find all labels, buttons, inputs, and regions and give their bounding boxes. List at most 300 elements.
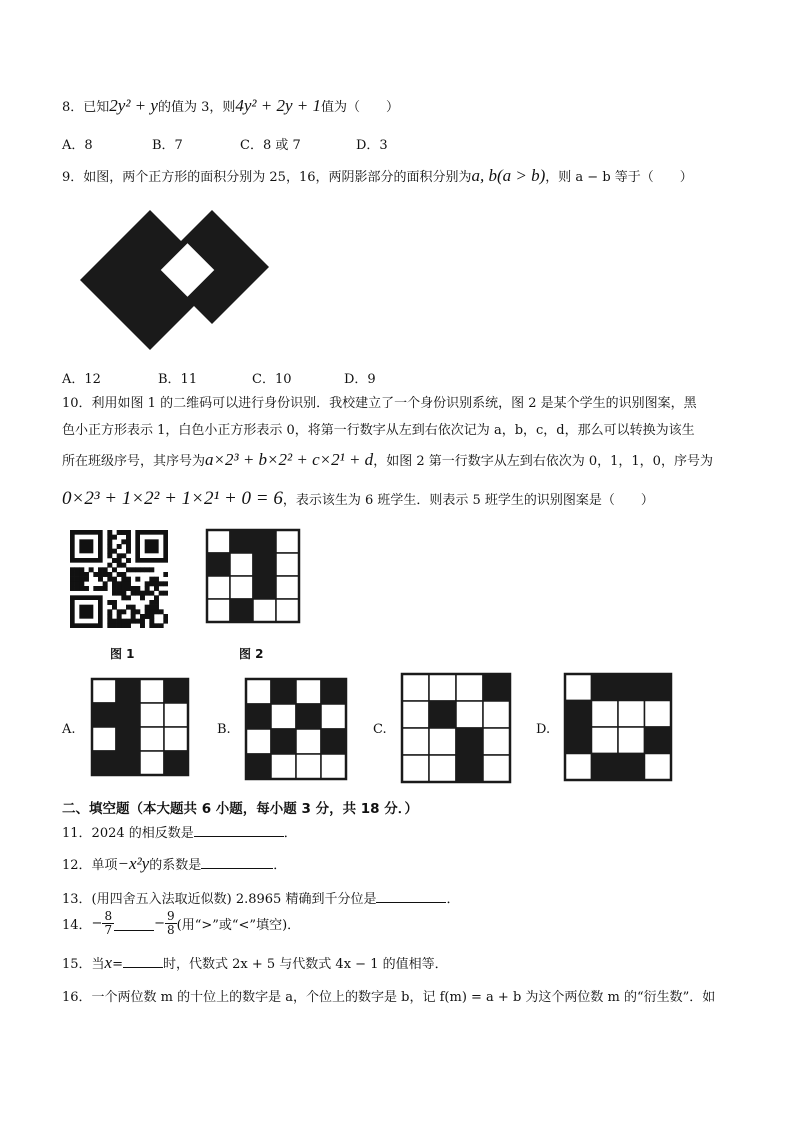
qr-module: [70, 577, 75, 582]
qr-module: [135, 591, 140, 596]
q13-answer-blank[interactable]: [376, 889, 446, 903]
grid-cell-black: [246, 704, 271, 729]
grid-cell-black: [645, 727, 672, 754]
grid-cell-white: [246, 679, 271, 704]
q8-middle: 的值为 3，则: [157, 100, 236, 115]
qr-module: [98, 567, 103, 572]
q14-answer-blank[interactable]: [114, 917, 154, 931]
qr-module: [107, 553, 112, 558]
qr-module: [131, 591, 136, 596]
grid-cell-black: [116, 679, 140, 703]
qr-module: [131, 605, 136, 610]
qr-module: [126, 549, 131, 554]
q14-stem: 14．− $\frac{8}{7}$ − $\frac{9}{8}$ (用“>”或“<”填空)．: [62, 909, 301, 937]
qr-module: [140, 595, 145, 600]
grid-cell-white: [618, 701, 645, 728]
qr-module: [70, 581, 75, 586]
qr-module: [107, 600, 112, 605]
qr-module: [126, 581, 131, 586]
qr-module: [112, 549, 117, 554]
qr-module: [140, 567, 145, 572]
grid-cell-white: [276, 599, 299, 622]
qr-module: [154, 605, 159, 610]
qr-module: [117, 586, 122, 591]
q10-line4: [62, 488, 654, 510]
grid-cell-white: [429, 755, 456, 782]
qr-module: [159, 623, 164, 628]
grid-cell-white: [296, 754, 321, 779]
qr-module: [121, 530, 126, 535]
grid-cell-black: [253, 530, 276, 553]
qr-module: [126, 544, 131, 549]
grid-cell-white: [321, 704, 346, 729]
grid-cell-black: [271, 679, 296, 704]
qr-module: [145, 591, 150, 596]
qr-module: [145, 586, 150, 591]
qr-module: [112, 581, 117, 586]
grid-cell-white: [140, 679, 164, 703]
qr-module: [117, 609, 122, 614]
qr-module: [107, 572, 112, 577]
grid-cell-black: [645, 674, 672, 701]
q13-end: ．: [446, 892, 460, 907]
grid-cell-black: [230, 599, 253, 622]
grid-cell-white: [483, 701, 510, 728]
q14-denominator-1: 7: [104, 923, 113, 937]
qr-module: [112, 567, 117, 572]
grid-cell-white: [618, 727, 645, 754]
q10-option-b-grid: [244, 677, 348, 783]
q9-squares-figure: [75, 205, 280, 355]
qr-module: [107, 549, 112, 554]
qr-module: [121, 591, 126, 596]
fig2-grid: [205, 528, 301, 624]
grid-cell-white: [207, 530, 230, 553]
qr-module: [135, 619, 140, 624]
grid-cell-white: [92, 679, 116, 703]
grid-cell-white: [429, 674, 456, 701]
qr-module: [70, 586, 75, 591]
grid-cell-black: [565, 727, 592, 754]
qr-module: [131, 619, 136, 624]
q14-denominator-2: 8: [167, 923, 175, 937]
q11-text: 11．2024 的相反数是: [62, 826, 194, 841]
q13-stem: [62, 888, 459, 907]
q10-line1: 10．利用如图 1 的二维码可以进行身份识别．我校建立了一个身份识别系统，图 2 是某个学生的识别图案，黑: [62, 396, 697, 411]
grid-cell-white: [402, 701, 429, 728]
q10-formula1: a×2³ + b×2² + c×2¹ + d: [205, 450, 374, 469]
q10-formula2: 0×2³ + 1×2² + 1×2¹ + 0 = 6: [62, 488, 283, 509]
grid-cell-white: [207, 576, 230, 599]
qr-module: [84, 586, 89, 591]
qr-module: [154, 586, 159, 591]
grid-cell-black: [246, 754, 271, 779]
q14-suffix: (用“>”或“<”填空)．: [176, 918, 301, 933]
qr-module: [126, 567, 131, 572]
q14-fraction-1: [102, 910, 114, 937]
qr-module: [121, 553, 126, 558]
qr-module: [131, 567, 136, 572]
grid-cell-white: [565, 674, 592, 701]
q10-option-a-grid: [90, 677, 192, 781]
qr-module: [112, 619, 117, 624]
grid-cell-black: [253, 553, 276, 576]
grid-cell-white: [402, 728, 429, 755]
grid-cell-black: [253, 576, 276, 599]
qr-module: [117, 591, 122, 596]
qr-module: [79, 577, 84, 582]
qr-module: [145, 567, 150, 572]
grid-cell-white: [276, 530, 299, 553]
grid-cell-white: [276, 576, 299, 599]
q16-stem: 16．一个两位数 m 的十位上的数字是 a，个位上的数字是 b，记 f(m) = a + b 为这个两位数 m 的“衍生数”．如: [62, 990, 716, 1005]
qr-module: [149, 609, 154, 614]
qr-module: [121, 572, 126, 577]
qr-module: [117, 544, 122, 549]
qr-module: [112, 591, 117, 596]
qr-module: [79, 572, 84, 577]
q10-option-c-label: C.: [373, 722, 387, 737]
grid-cell-white: [253, 599, 276, 622]
qr-module: [154, 623, 159, 628]
grid-cell-white: [164, 703, 188, 727]
qr-module: [107, 563, 112, 568]
qr-module: [154, 595, 159, 600]
qr-module: [154, 609, 159, 614]
qr-module: [131, 609, 136, 614]
qr-module: [149, 619, 154, 624]
qr-module: [163, 581, 168, 586]
grid-cell-white: [483, 755, 510, 782]
grid-cell-white: [645, 754, 672, 781]
qr-module: [89, 567, 94, 572]
qr-module: [140, 623, 145, 628]
grid-cell-white: [645, 701, 672, 728]
q15-answer-blank[interactable]: [123, 954, 163, 968]
qr-module: [112, 605, 117, 610]
grid-cell-white: [140, 703, 164, 727]
q8-option-a: A．8: [62, 138, 93, 153]
grid-cell-white: [456, 674, 483, 701]
qr-code-figure: [70, 530, 168, 628]
grid-cell-white: [140, 727, 164, 751]
qr-module: [75, 572, 80, 577]
qr-module: [163, 591, 168, 596]
grid-cell-white: [402, 674, 429, 701]
qr-module: [84, 572, 89, 577]
qr-module: [84, 577, 89, 582]
qr-module: [149, 605, 154, 610]
grid-cell-white: [276, 553, 299, 576]
fig2-caption: 图 2: [239, 647, 264, 661]
qr-module: [121, 586, 126, 591]
qr-module: [107, 544, 112, 549]
grid-cell-black: [456, 728, 483, 755]
q8-option-b: B．7: [152, 138, 183, 153]
grid-cell-white: [92, 727, 116, 751]
qr-module: [126, 605, 131, 610]
qr-module: [121, 563, 126, 568]
grid-cell-black: [429, 701, 456, 728]
q11-end: ．: [283, 826, 297, 841]
grid-cell-white: [592, 701, 619, 728]
grid-cell-white: [140, 751, 164, 775]
qr-module: [135, 609, 140, 614]
qr-module: [103, 581, 108, 586]
grid-cell-white: [565, 754, 592, 781]
qr-module: [154, 577, 159, 582]
qr-module: [154, 600, 159, 605]
q9-option-a: A．12: [62, 372, 101, 387]
q9-vars: a, b(a > b): [471, 166, 546, 185]
qr-module: [117, 619, 122, 624]
qr-module: [107, 614, 112, 619]
q10-line4-text: ，表示该生为 6 班学生．则表示 5 班学生的识别图案是（ ）: [282, 493, 654, 508]
qr-module: [103, 572, 108, 577]
grid-cell-black: [483, 674, 510, 701]
qr-module: [117, 572, 122, 577]
grid-cell-black: [618, 754, 645, 781]
grid-cell-white: [296, 729, 321, 754]
q10-option-d-grid: [563, 672, 673, 784]
qr-module: [112, 535, 117, 540]
fig1-caption: 图 1: [110, 647, 135, 661]
qr-module: [121, 609, 126, 614]
q12-expr: −x²y: [117, 854, 150, 873]
qr-module: [117, 553, 122, 558]
grid-cell-black: [92, 703, 116, 727]
qr-finder-center: [79, 605, 93, 619]
qr-module: [117, 530, 122, 535]
grid-cell-white: [321, 754, 346, 779]
grid-cell-black: [230, 530, 253, 553]
q10-option-b-label: B.: [217, 722, 231, 737]
qr-module: [98, 586, 103, 591]
qr-module: [126, 558, 131, 563]
grid-cell-white: [271, 754, 296, 779]
qr-module: [126, 577, 131, 582]
q13-text: 13．(用四舍五入法取近似数) 2.8965 精确到千分位是: [62, 892, 377, 907]
qr-module: [112, 558, 117, 563]
q10-option-a-label: A.: [62, 722, 76, 737]
qr-module: [93, 586, 98, 591]
qr-module: [145, 614, 150, 619]
qr-module: [117, 558, 122, 563]
qr-module: [107, 577, 112, 582]
qr-module: [154, 581, 159, 586]
qr-module: [79, 586, 84, 591]
qr-module: [145, 609, 150, 614]
grid-cell-black: [92, 751, 116, 775]
qr-module: [93, 572, 98, 577]
qr-module: [126, 535, 131, 540]
grid-cell-black: [116, 727, 140, 751]
q9-tail: ，则 a − b 等于（ ）: [545, 170, 693, 185]
q10-option-c-grid: [400, 672, 512, 784]
q10-line3-a: 所在班级序号，其序号为: [62, 454, 206, 469]
qr-module: [149, 581, 154, 586]
qr-module: [131, 614, 136, 619]
q12-stem: [62, 854, 286, 874]
grid-cell-white: [483, 728, 510, 755]
qr-module: [163, 619, 168, 624]
q8-prefix: 8．已知: [62, 100, 110, 115]
qr-module: [70, 567, 75, 572]
qr-module: [98, 577, 103, 582]
grid-cell-black: [565, 701, 592, 728]
q9-option-c: C．10: [252, 372, 292, 387]
qr-finder-center: [79, 539, 93, 553]
q14-numerator-1: 8: [104, 909, 113, 923]
qr-module: [163, 572, 168, 577]
grid-cell-white: [230, 576, 253, 599]
qr-module: [107, 535, 112, 540]
grid-cell-white: [296, 679, 321, 704]
q14-numerator-2: 9: [167, 909, 175, 923]
qr-finder-center: [145, 539, 159, 553]
q10-line2: 色小正方形表示 1，白色小正方形表示 0，将第一行数字从左到右依次记为 a，b，c，d，那么可以转换为该生: [62, 423, 695, 438]
q14-prefix: 14．: [62, 918, 92, 933]
qr-module: [98, 572, 103, 577]
q9-option-d: D．9: [344, 372, 376, 387]
qr-module: [149, 623, 154, 628]
q15-suffix: 时，代数式 2x + 5 与代数式 4x − 1 的值相等．: [163, 957, 448, 972]
qr-module: [117, 614, 122, 619]
qr-module: [135, 567, 140, 572]
qr-module: [121, 577, 126, 582]
qr-module: [145, 581, 150, 586]
q15-var: x: [104, 953, 113, 972]
grid-cell-black: [271, 729, 296, 754]
qr-module: [140, 591, 145, 596]
grid-cell-black: [618, 674, 645, 701]
q8-expr2: 4y² + 2y + 1: [235, 96, 321, 115]
qr-module: [117, 581, 122, 586]
qr-module: [75, 581, 80, 586]
q10-option-d-label: D.: [536, 722, 551, 737]
qr-module: [75, 567, 80, 572]
qr-module: [107, 623, 112, 628]
grid-cell-black: [592, 674, 619, 701]
grid-cell-black: [456, 755, 483, 782]
grid-cell-white: [429, 728, 456, 755]
q10-line3-b: ，如图 2 第一行数字从左到右依次为 0，1，1，0，序号为: [373, 454, 713, 469]
q12-end: ．: [273, 858, 287, 873]
q12-suffix: 的系数是: [149, 858, 202, 873]
qr-module: [159, 609, 164, 614]
qr-module: [112, 577, 117, 582]
qr-module: [145, 605, 150, 610]
qr-module: [149, 567, 154, 572]
qr-module: [107, 619, 112, 624]
grid-cell-black: [116, 703, 140, 727]
qr-module: [159, 581, 164, 586]
qr-module: [75, 577, 80, 582]
qr-module: [107, 539, 112, 544]
qr-module: [126, 619, 131, 624]
grid-cell-black: [164, 751, 188, 775]
qr-module: [135, 577, 140, 582]
qr-module: [79, 567, 84, 572]
qr-module: [163, 614, 168, 619]
section2-heading: 二、填空题（本大题共 6 小题，每小题 3 分，共 18 分．）: [62, 801, 419, 817]
q15-prefix: 15．当: [62, 957, 105, 972]
qr-module: [107, 530, 112, 535]
qr-module: [112, 586, 117, 591]
qr-module: [126, 539, 131, 544]
qr-module: [149, 614, 154, 619]
q9-text: 9．如图，两个正方形的面积分别为 25，16，两阴影部分的面积分别为: [62, 170, 472, 185]
grid-cell-white: [402, 755, 429, 782]
grid-cell-white: [592, 727, 619, 754]
q8-stem: [62, 96, 399, 116]
qr-module: [126, 586, 131, 591]
q11-answer-blank[interactable]: [194, 823, 284, 837]
q15-eq: =: [112, 957, 123, 972]
qr-module: [121, 595, 126, 600]
grid-cell-white: [230, 553, 253, 576]
qr-module: [121, 623, 126, 628]
qr-module: [112, 623, 117, 628]
grid-cell-black: [321, 729, 346, 754]
q8-expr1: 2y² + y: [109, 96, 158, 115]
grid-cell-white: [164, 727, 188, 751]
qr-module: [149, 600, 154, 605]
q8-option-d: D．3: [356, 138, 388, 153]
qr-module: [107, 609, 112, 614]
qr-module: [159, 591, 164, 596]
grid-cell-black: [207, 553, 230, 576]
qr-module: [117, 623, 122, 628]
q12-answer-blank[interactable]: [201, 855, 273, 869]
qr-module: [70, 572, 75, 577]
qr-module: [79, 581, 84, 586]
qr-module: [126, 623, 131, 628]
qr-module: [126, 530, 131, 535]
qr-module: [121, 619, 126, 624]
q15-stem: [62, 953, 448, 973]
q8-suffix: 值为（ ）: [321, 100, 400, 115]
q9-stem: [62, 166, 693, 186]
grid-cell-white: [207, 599, 230, 622]
qr-module: [103, 586, 108, 591]
qr-module: [112, 600, 117, 605]
qr-module: [149, 591, 154, 596]
qr-module: [140, 619, 145, 624]
grid-cell-white: [246, 729, 271, 754]
grid-cell-black: [296, 704, 321, 729]
qr-module: [75, 586, 80, 591]
qr-module: [135, 586, 140, 591]
qr-module: [103, 567, 108, 572]
q11-stem: [62, 822, 297, 841]
grid-cell-black: [321, 679, 346, 704]
grid-cell-black: [116, 751, 140, 775]
qr-module: [131, 586, 136, 591]
grid-cell-white: [271, 704, 296, 729]
q14-fraction-2: [165, 910, 177, 937]
qr-module: [140, 614, 145, 619]
grid-cell-white: [456, 701, 483, 728]
q12-prefix: 12．单项: [62, 858, 118, 873]
q9-option-b: B．11: [158, 372, 198, 387]
qr-module: [149, 577, 154, 582]
qr-module: [117, 563, 122, 568]
q10-line3: [62, 450, 713, 470]
qr-module: [121, 581, 126, 586]
grid-cell-black: [592, 754, 619, 781]
grid-cell-black: [164, 679, 188, 703]
